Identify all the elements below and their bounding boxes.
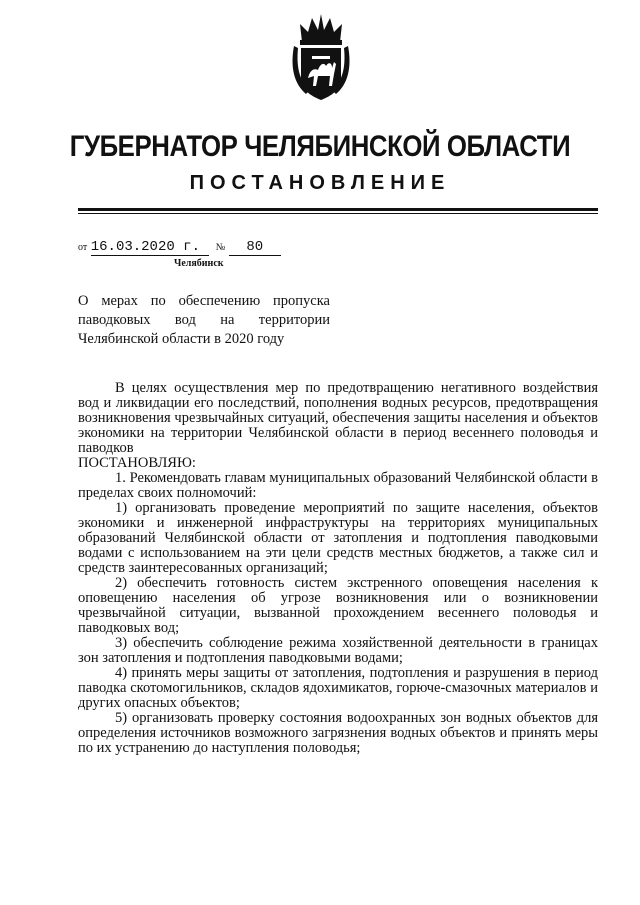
header-divider [78,208,598,211]
document-body [78,381,598,756]
document-type: ПОСТАНОВЛЕНИЕ [189,172,451,194]
subclause-paragraph: 5) организовать проверку состояния водоохранных зон водных объектов для определения источников возможного загрязнения водных объектов и принять меры по их устранению до наступления половодья; [78,710,598,756]
header-divider-thin [78,213,598,214]
page-title: ГУБЕРНАТОР ЧЕЛЯБИНСКОЙ ОБЛАСТИ [69,130,571,163]
date-prefix: от [78,242,88,253]
subclause-paragraph: 1) организовать проведение мероприятий по защите населения, объектов экономики и инженерной инфраструктуры на территориях муниципальных образований Челябинской области от затопления и подтопления паводковыми водами с использованием на эти цели средств местных бюджетов, а также сил и средств заинтересованных организаций; [78,500,598,576]
subject-line: паводковых вод на территории [78,312,330,328]
subject-line: О мерах по обеспечению пропуска [78,293,330,309]
document-subject [78,292,330,349]
coat-of-arms-icon [288,12,354,104]
preamble-paragraph: В целях осуществления мер по предотвращению негативного воздействия вод и ликвидации его последствий, пополнения водных ресурсов, предотвращения возникновения чрезвычайных ситуаций, обеспечения защиты населения и объектов экономики на территории Челябинской области в период весеннего половодья и паводков [78,380,598,456]
subclause-paragraph: 3) обеспечить соблюдение режима хозяйственной деятельности в границах зон затопления и подтопления паводковыми водами; [78,635,598,666]
document-date: 16.03.2020 г. [91,239,209,256]
subclause-paragraph: 2) обеспечить готовность систем экстренного оповещения населения к оповещению населения об угрозе возникновения или о возникновении чрезвычайной ситуации, вызванной прохождением весеннего половодья и паводковых вод; [78,575,598,636]
decree-heading: ПОСТАНОВЛЯЮ: [78,455,196,471]
city-label: Челябинск [174,258,224,269]
subclause-paragraph: 4) принять меры защиты от затопления, подтопления и разрушения в период паводка скотомогильников, складов ядохимикатов, горюче-смазочных материалов и других опасных объектов; [78,665,598,711]
date-number-line [78,239,378,261]
subject-line: Челябинской области в 2020 году [78,331,285,347]
clause-paragraph: 1. Рекомендовать главам муниципальных образований Челябинской области в пределах своих полномочий: [78,470,598,501]
number-prefix: № [215,242,226,253]
document-number: 80 [229,239,281,256]
